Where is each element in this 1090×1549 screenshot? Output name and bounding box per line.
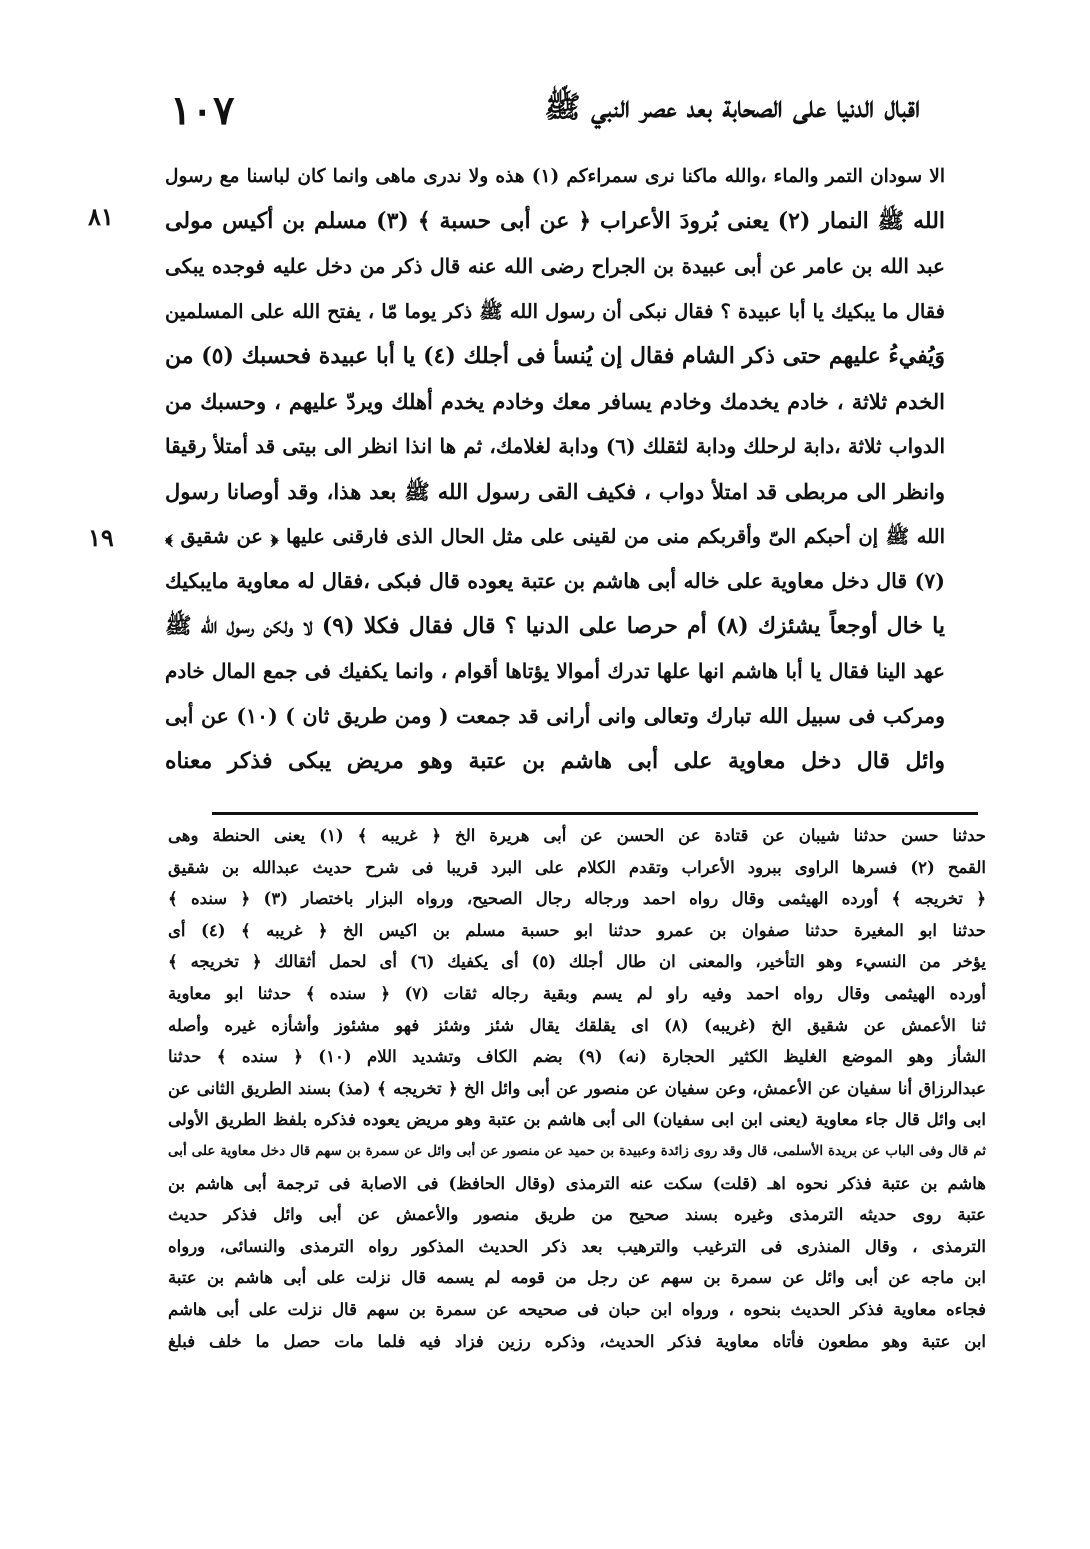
main-text-line: فقال ما يبكيك يا أبا عبيدة ؟ فقال نبكى أن رسول الله ﷺ ذكر يوما مّا ، يفتح الله على المسلمين [165,300,945,323]
footnote-line: الشأز وهو الموضع الغليظ الكثير الحجارة (نه) (٩) بضم الكاف وتشديد اللام (١٠) ﴿ سنده ﴾ حدثنا [168,1047,986,1067]
footnote-line: ﴿ تخريجه ﴾ أورده الهيثمى وقال رواه احمد ورجاله رجال الصحيح، ورواه البزار باختصار (٣) ﴿ سنده ﴾ [168,889,986,909]
page-header [170,82,920,138]
footnote-line: الترمذى ، وقال المنذرى فى الترغيب والترهيب بعد ذكر الحديث المذكور رواه الترمذى والنسائى، ورواه [168,1236,986,1256]
main-text-line: الخدم ثلاثة ، خادم يخدمك وخادم يسافر معك وخادم يخدم أهلك ويردّ عليهم ، وحسبك من [165,389,945,414]
main-text-line: الله ﷺ إن أحبكم الىّ وأقربكم منى من لقينى على مثل الحال الذى فارقنى عليها ﴿ عن شقيق ﴾ [165,525,945,548]
footnote-line: ابى وائل قال جاء معاوية (يعنى ابن ابى سفيان) الى أبى هاشم بن عتبة وهو مريض يعوده فذكره بلفظ الطريق الأولى [168,1110,986,1130]
margin-number-hadith-81: ٨١ [88,202,114,231]
footnote-line: القمح (٢) فسرها الراوى ببرود الأعراب وتقدم الكلام على البرد قريبا فى شرح حديث عبدالله بن شقيق [168,857,986,877]
main-text-line: وانظر الى مربطى قد امتلأ دواب ، فكيف القى رسول الله ﷺ بعد هذا، وقد أوصانا رسول [165,479,945,504]
footnote-line: فجاءه معاوية فذكر الحديث بنحوه ، ورواه ابن حبان فى صحيحه عن سمرة بن سهم قال نزلت على أبى هاشم [168,1299,986,1319]
footnotes [168,820,986,1357]
main-text [165,154,945,784]
footnote-line: ثنا الأعمش عن شقيق الخ (غريبه) (٨) اى يقلقك يقال شئز وشئز فهو مشئوز وأشأزه غيره وأصله [168,1015,986,1035]
footnote-line: حدثنا حسن حدثنا شيبان عن قتادة عن الحسن عن أبى هريرة الخ ﴿ غريبه ﴾ (١) يعنى الحنطة وهى [168,826,986,845]
margin-number-hadith-19: ١٩ [88,523,114,552]
footnote-line: عبدالرزاق أنا سفيان عن الأعمش، وعن سفيان عن منصور عن أبى وائل الخ ﴿ تخريجه ﴾ (مذ) بسند الطريق الثانى عن [168,1078,986,1098]
main-text-line: الله ﷺ النمار (٢) يعنى بُرودَ الأعراب ﴿ عن أبى حسبة ﴾ (٣) مسلم بن أكيس مولى [165,208,945,234]
page-number: ١٠٧ [170,86,235,134]
main-text-line: وائل قال دخل معاوية على أبى هاشم بن عتبة وهو مريض يبكى فذكر معناه [165,748,945,774]
footnote-line: عتبة روى حديثه الترمذى وغيره بسند صحيح من طريق منصور والأعمش عن أبى وائل فذكر حديث [168,1205,986,1225]
running-title: اقبال الدنيا على الصحابة بعد عصر النبي ﷺ [544,89,920,125]
footnote-line: يؤخر من النسيء وهو التأخير، والمعنى ان طال أجلك (٥) أى يكفيك (٦) أى لحمل أثقالك ﴿ تخريجه ﴾ [168,952,986,972]
footnote-line: حدثنا ابو المغيرة حدثنا صفوان بن عمرو حدثنا ابو حسبة مسلم بن اكيس الخ ﴿ غريبه ﴾ (٤) أى [168,920,986,940]
footnote-line: أورده الهيثمى وقال رواه احمد وفيه راو لم يسم وبقية رجاله ثقات (٧) ﴿ سنده ﴾ حدثنا ابو معاوية [168,983,986,1003]
main-text-line: الا سودان التمر والماء ،والله ماكنا نرى سمراءكم (١) هذه ولا ندرى ماهى وانما كان لباسنا مع رسول [165,166,945,187]
main-text-line: وَيُفيءُ عليهم حتى ذكر الشام فقال إن يُنسأ فى أجلك (٤) يا أبا عبيدة فحسبك (٥) من [165,343,945,369]
footnote-line: ابن ماجه عن أبى وائل عن سمرة بن سهم عن رجل من قومه لم يسمه قال نزلت على أبى هاشم بن عتبة [168,1268,986,1288]
main-text-line: ومركب فى سبيل الله تبارك وتعالى وانى أرانى قد جمعت ( ومن طريق ثان ) (١٠) عن أبى [165,704,945,728]
footnote-divider [212,812,978,815]
footnote-line: ابن عتبة وهو مطعون فأتاه معاوية فذكر الحديث، وذكره رزين فزاد فيه فلما مات حصل ما خلف فبلغ [168,1331,986,1351]
main-text-line: عهد الينا فقال يا أبا هاشم انها علها تدرك أموالا يؤتاها أقوام ، وانما يكفيك فى جمع المال خادم [165,659,945,683]
main-text-line: يا خال أوجعاً يشئزك (٨) أم حرصا على الدنيا ؟ قال فقال فكلا (٩) لا ولكن رسول الله ﷺ [165,613,945,639]
main-text-line: عبد الله بن عامر عن أبى عبيدة بن الجراح رضى الله عنه قال ذكر من دخل عليه فوجده يبكى [165,254,945,278]
main-text-line: الدواب ثلاثة ،دابة لرحلك ودابة لثقلك (٦) ودابة لغلامك، ثم ها انذا انظر الى بيتى قد أمتلأ رقيقا [165,434,945,458]
footnote-line: ثم قال وفى الباب عن بريدة الأسلمى، قال وقد روى زائدة وعبيدة بن حميد عن منصور عن أبى وائل عن سمرة بن سهم قال دخل معاوية على أبى [168,1142,986,1159]
footnote-line: هاشم بن عتبة فذكر نحوه اهـ (قلت) سكت عنه الترمذى (وقال الحافظ) فى الاصابة فى ترجمة أبى هاشم بن [168,1173,986,1193]
main-text-line: (٧) قال دخل معاوية على خاله أبى هاشم بن عتبة يعوده قال فبكى ،فقال له معاوية مايبكيك [165,569,945,593]
